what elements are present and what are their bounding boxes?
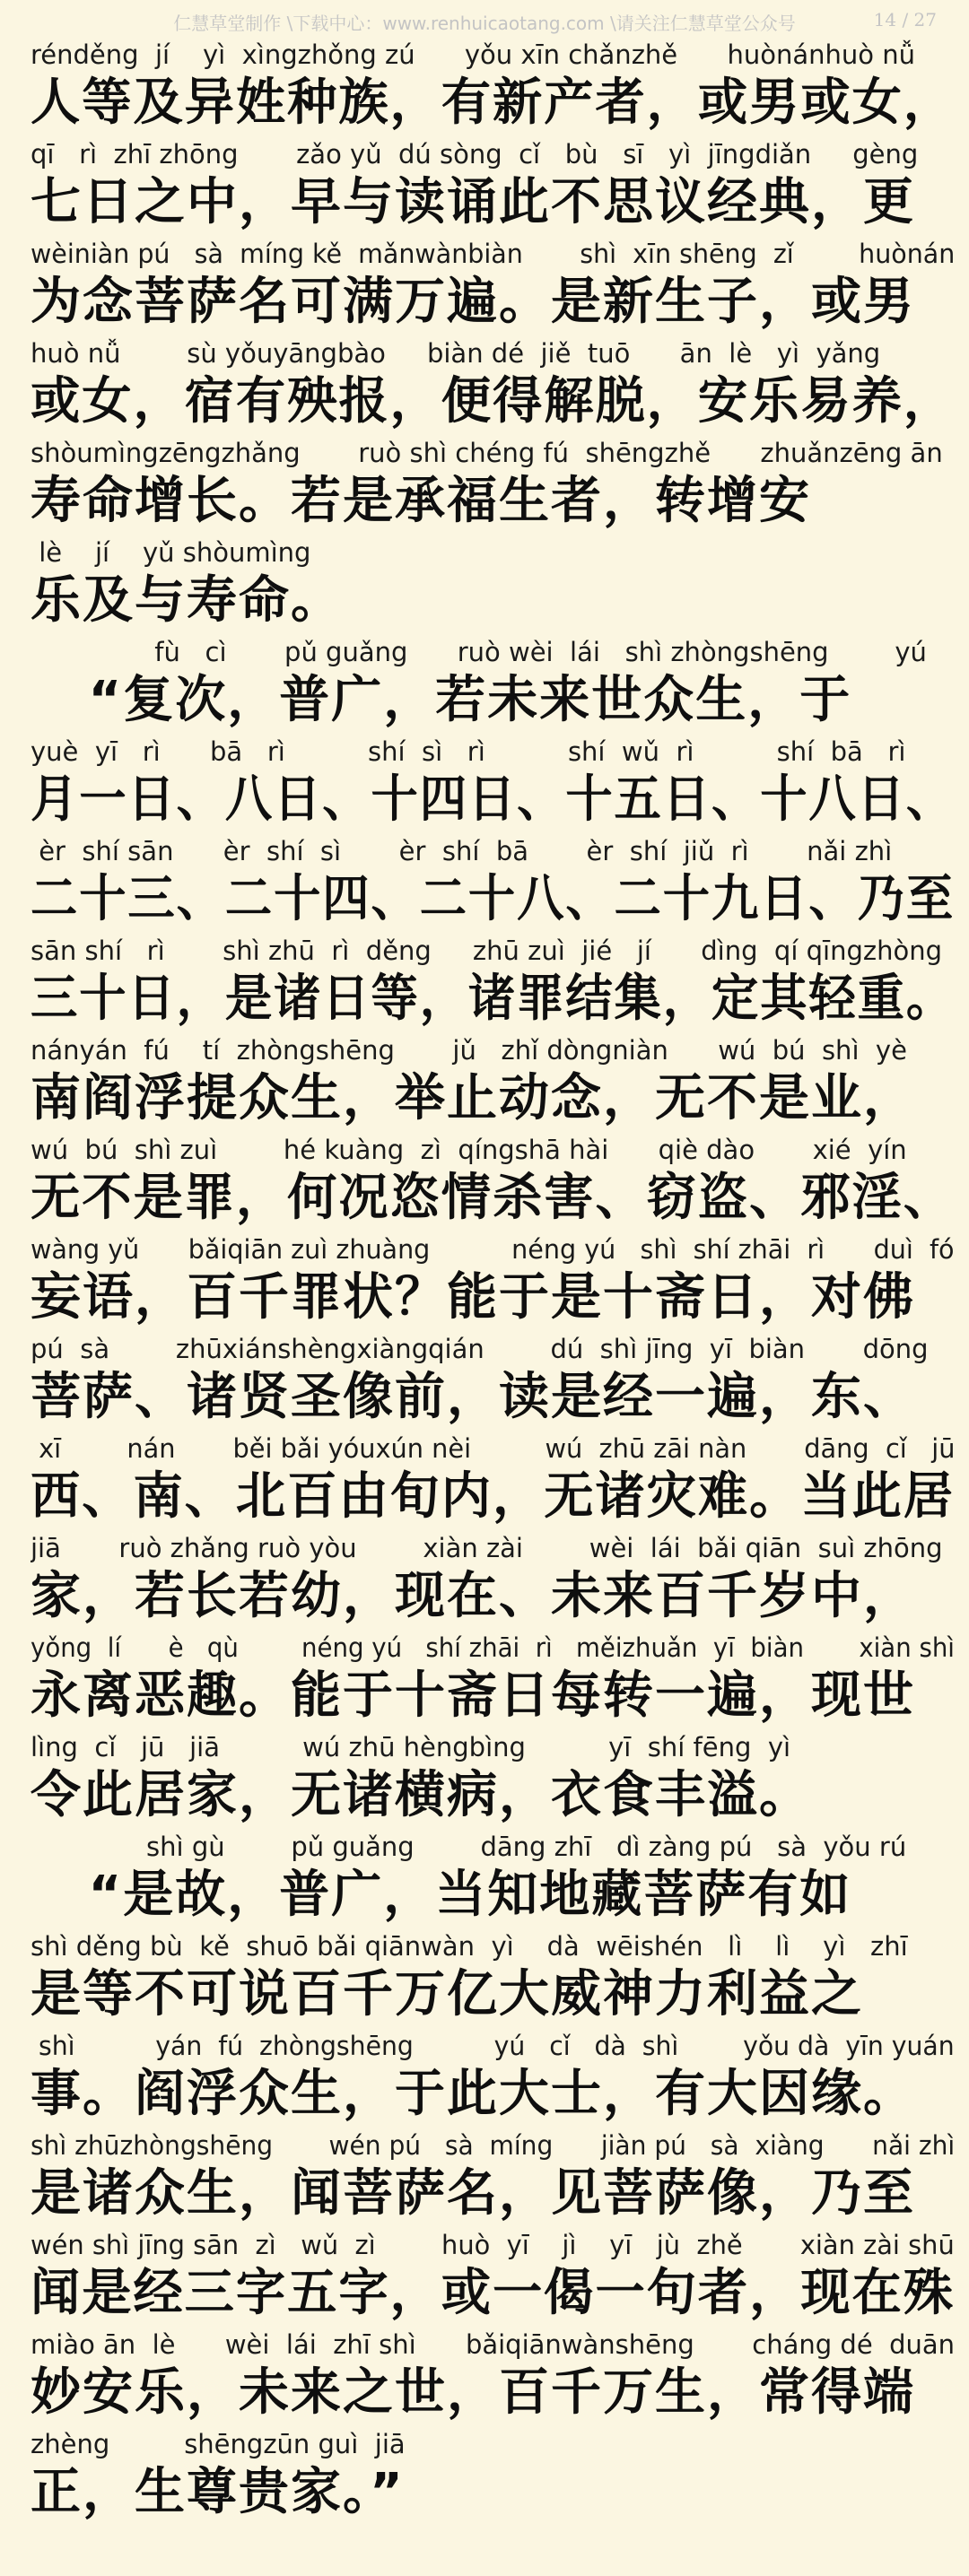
pinyin-row: shì gù pǔ guǎng dāng zhī dì zàng pú sà yǒu rú (31, 1832, 907, 1862)
hanzi-row: 为念菩萨名可满万遍。是新生子，或男 (31, 273, 915, 331)
text-line (31, 137, 955, 237)
scripture-text (31, 38, 955, 2527)
hanzi-row: 二十三、二十四、二十八、二十九日、乃至 (31, 870, 955, 928)
text-line (31, 934, 955, 1033)
hanzi-row: 妄语，百千罪状？能于是十斋日，对佛 (31, 1268, 915, 1327)
pinyin-row: wén shì jīng sān zì wǔ zì huò yī jì yī jù zhě xiàn zài shū (31, 2230, 955, 2260)
text-line (31, 1133, 955, 1232)
hanzi-row: 或女，宿有殃报，便得解脱，安乐易养， (31, 372, 955, 431)
text-line (31, 1631, 955, 1730)
pinyin-row: huò nǚ sù yǒuyāngbào biàn dé jiě tuō ān lè yì yǎng (31, 338, 881, 369)
hanzi-row: 乐及与寿命。 (31, 571, 343, 630)
hanzi-row: 是等不可说百千万亿大威神力利益之 (31, 1965, 863, 2023)
text-line (31, 1232, 955, 1332)
text-line (31, 2029, 955, 2128)
pinyin-row: jiā ruò zhǎng ruò yòu xiàn zài wèi lái bǎi qiān suì zhōng (31, 1533, 943, 1563)
text-line (31, 1332, 955, 1432)
text-line (31, 237, 955, 336)
hanzi-row: 事。阎浮众生，于此大士，有大因缘。 (31, 2065, 915, 2123)
text-line (31, 2328, 955, 2427)
pinyin-row: shì zhūzhòngshēng wén pú sà míng jiàn pú sà xiàng nǎi zhì (31, 2130, 955, 2161)
text-line (31, 1830, 955, 1929)
text-line (31, 1730, 955, 1830)
header-watermark: 仁慧草堂制作 \下载中心：www.renhuicaotang.com \请关注仁慧草堂公众号 (173, 13, 796, 34)
pinyin-row: yuè yī rì bā rì shí sì rì shí wǔ rì shí bā rì (31, 736, 906, 767)
text-line (31, 2427, 955, 2527)
pinyin-row: shì děng bù kě shuō bǎi qiānwàn yì dà wēishén lì lì yì zhī (31, 1931, 908, 1962)
hanzi-row: “复次，普广，若未来世众生，于 (31, 671, 852, 729)
text-line (31, 735, 955, 834)
pinyin-row: èr shí sān èr shí sì èr shí bā èr shí jiǔ rì nǎi zhì (31, 836, 893, 866)
hanzi-row: 无不是罪，何况恣情杀害、窃盗、邪淫、 (31, 1169, 955, 1227)
hanzi-row: 家，若长若幼，现在、未来百千岁中， (31, 1567, 915, 1625)
text-line (31, 1929, 955, 2029)
hanzi-row: 南阎浮提众生，举止动念，无不是业， (31, 1069, 915, 1127)
hanzi-row: 是诸众生，闻菩萨名，见菩萨像，乃至 (31, 2164, 915, 2223)
page-header (0, 0, 969, 36)
hanzi-row: 人等及异姓种族，有新产者，或男或女， (31, 74, 955, 132)
pinyin-row: miào ān lè wèi lái zhī shì bǎiqiānwànshēng cháng dé duān (31, 2329, 955, 2360)
pinyin-row: shòumìngzēngzhǎng ruò shì chéng fú shēngzhě zhuǎnzēng ān (31, 438, 943, 468)
text-line (31, 1033, 955, 1133)
pinyin-row: fù cì pǔ guǎng ruò wèi lái shì zhòngshēng yú (31, 637, 927, 667)
hanzi-row: 寿命增长。若是承福生者，转增安 (31, 472, 811, 530)
pinyin-row: rénděng jí yì xìngzhǒng zú yǒu xīn chǎnzhě huònánhuò nǚ (31, 39, 915, 70)
hanzi-row: 正，生尊贵家。” (31, 2463, 405, 2521)
pinyin-row: lìng cǐ jū jiā wú zhū hèngbìng yī shí fēng yì (31, 1732, 791, 1762)
hanzi-row: 闻是经三字五字，或一偈一句者，现在殊 (31, 2264, 955, 2322)
text-line (31, 2228, 955, 2328)
pinyin-row: wú bú shì zuì hé kuàng zì qíngshā hài qiè dào xié yín (31, 1135, 907, 1165)
text-line (31, 336, 955, 436)
text-line (31, 834, 955, 934)
hanzi-row: 三十日，是诸日等，诸罪结集，定其轻重。 (31, 970, 955, 1028)
hanzi-row: “是故，普广，当知地藏菩萨有如 (31, 1866, 852, 1924)
pinyin-row: lè jí yǔ shòumìng (31, 537, 311, 568)
hanzi-row: 七日之中，早与读诵此不思议经典，更 (31, 173, 915, 231)
pinyin-row: zhèng shēngzūn guì jiā (31, 2429, 406, 2459)
pinyin-row: shì yán fú zhòngshēng yú cǐ dà shì yǒu dà yīn yuán (31, 2031, 955, 2061)
pinyin-row: wàng yǔ bǎiqiān zuì zhuàng néng yú shì shí zhāi rì duì fó (31, 1234, 955, 1265)
page-number: 14 / 27 (873, 9, 937, 30)
pinyin-row: xī nán běi bǎi yóuxún nèi wú zhū zāi nàn dāng cǐ jū (31, 1433, 955, 1464)
hanzi-row: 菩萨、诸贤圣像前，读是经一遍，东、 (31, 1368, 915, 1426)
text-line (31, 38, 955, 137)
pinyin-row: pú sà zhūxiánshèngxiàngqián dú shì jīng yī biàn dōng (31, 1334, 929, 1364)
hanzi-row: 月一日、八日、十四日、十五日、十八日、 (31, 770, 955, 829)
hanzi-row: 令此居家，无诸横病，衣食丰溢。 (31, 1766, 811, 1824)
hanzi-row: 西、南、北百由旬内，无诸灾难。当此居 (31, 1467, 955, 1526)
pinyin-row: sān shí rì shì zhū rì děng zhū zuì jié jí dìng qí qīngzhòng (31, 936, 943, 966)
pinyin-row: qī rì zhī zhōng zǎo yǔ dú sòng cǐ bù sī yì jīngdiǎn gèng (31, 139, 919, 170)
pinyin-row: nányán fú tí zhòngshēng jǔ zhǐ dòngniàn wú bú shì yè (31, 1035, 907, 1066)
text-line (31, 436, 955, 535)
hanzi-row: 妙安乐，未来之世，百千万生，常得端 (31, 2363, 915, 2422)
text-line (31, 635, 955, 735)
pinyin-row: wèiniàn pú sà míng kě mǎnwànbiàn shì xīn shēng zǐ huònán (31, 239, 955, 269)
pinyin-row: yǒng lí è qù néng yú shí zhāi rì měizhuǎn yī biàn xiàn shì (31, 1632, 955, 1663)
text-line (31, 1432, 955, 1531)
text-line (31, 1531, 955, 1631)
hanzi-row: 永离恶趣。能于十斋日每转一遍，现世 (31, 1667, 915, 1725)
text-line (31, 2128, 955, 2228)
text-line (31, 535, 955, 635)
